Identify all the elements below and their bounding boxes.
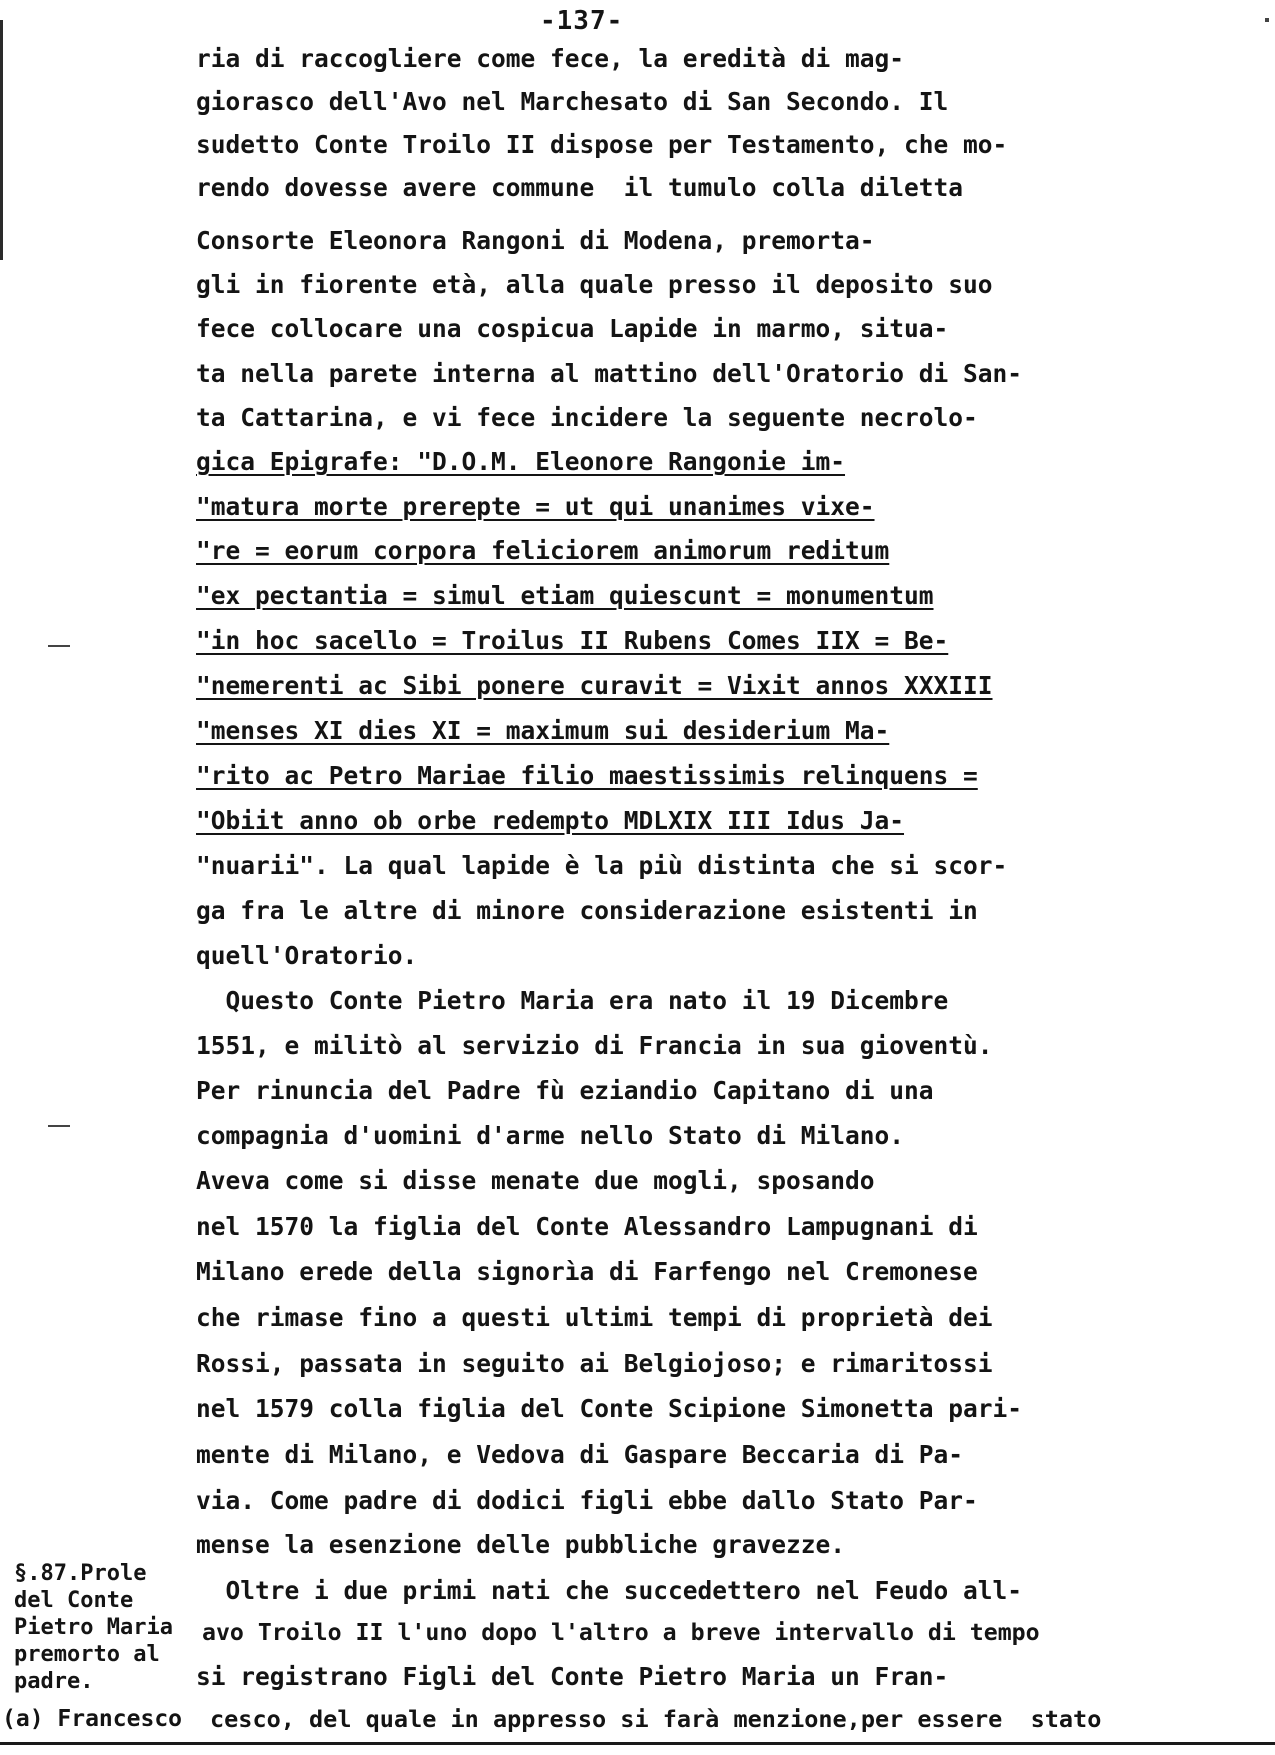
body-line: ta Cattarina, e vi fece incidere la seguente necrolo-: [196, 403, 978, 432]
body-line: nel 1570 la figlia del Conte Alessandro Lampugnani di: [196, 1212, 978, 1241]
body-line: giorasco dell'Avo nel Marchesato di San Secondo. Il: [196, 87, 949, 116]
body-line: 1551, e militò al servizio di Francia in sua gioventù.: [196, 1031, 993, 1060]
scan-mark: [48, 1125, 70, 1127]
body-line: Aveva come si disse menate due mogli, sposando: [196, 1166, 875, 1195]
body-line: rendo dovesse avere commune il tumulo colla diletta: [196, 173, 964, 202]
epigraph-line: gica Epigrafe: "D.O.M. Eleonore Rangonie im-: [196, 447, 846, 476]
body-line: cesco, del quale in appresso si farà menzione,per essere stato: [210, 1705, 1102, 1733]
body-line: sudetto Conte Troilo II dispose per Testamento, che mo-: [196, 130, 1008, 159]
epigraph-line: "rito ac Petro Mariae filio maestissimis relinquens =: [196, 761, 978, 790]
epigraph-line: "nemerenti ac Sibi ponere curavit = Vixit annos XXXIII: [196, 671, 993, 700]
body-line: Consorte Eleonora Rangoni di Modena, premorta-: [196, 226, 875, 255]
margin-note-line: premorto al: [14, 1642, 160, 1667]
bottom-rule: [0, 1742, 1275, 1745]
body-line: compagnia d'uomini d'arme nello Stato di Milano.: [196, 1121, 905, 1150]
body-line: gli in fiorente età, alla quale presso il deposito suo: [196, 270, 993, 299]
scan-speck: [1265, 18, 1269, 22]
body-line: avo Troilo II l'uno dopo l'altro a breve intervallo di tempo: [202, 1619, 1040, 1646]
epigraph-line: "in hoc sacello = Troilus II Rubens Comes IIX = Be-: [196, 626, 949, 655]
margin-note-line: §.87.Prole: [14, 1561, 147, 1586]
body-line: che rimase fino a questi ultimi tempi di proprietà dei: [196, 1303, 993, 1332]
body-line: mente di Milano, e Vedova di Gaspare Beccaria di Pa-: [196, 1440, 964, 1469]
body-line: Oltre i due primi nati che succedettero nel Feudo all-: [196, 1576, 1023, 1605]
margin-note: [14, 1560, 204, 1695]
margin-note-line: del Conte: [14, 1588, 134, 1613]
body-line: Per rinuncia del Padre fù eziandio Capitano di una: [196, 1076, 934, 1105]
body-line: nel 1579 colla figlia del Conte Scipione Simonetta pari-: [196, 1394, 1023, 1423]
body-line: fece collocare una cospicua Lapide in marmo, situa-: [196, 314, 949, 343]
epigraph-line: "Obiit anno ob orbe redempto MDLXIX III Idus Ja-: [196, 806, 905, 835]
body-line: ga fra le altre di minore considerazione esistenti in: [196, 896, 978, 925]
left-margin-rule: [0, 20, 3, 260]
scan-mark: [48, 645, 70, 647]
page-number: -137-: [540, 6, 624, 36]
epigraph-line: "menses XI dies XI = maximum sui desiderium Ma-: [196, 716, 890, 745]
body-line: via. Come padre di dodici figli ebbe dallo Stato Par-: [196, 1486, 978, 1515]
body-line: si registrano Figli del Conte Pietro Maria un Fran-: [196, 1662, 949, 1691]
epigraph-line: "re = eorum corpora feliciorem animorum reditum: [196, 536, 890, 565]
margin-note-line: padre.: [14, 1669, 94, 1694]
body-line: mense la esenzione delle pubbliche gravezze.: [196, 1530, 846, 1559]
epigraph-line: "ex pectantia = simul etiam quiescunt = monumentum: [196, 581, 934, 610]
body-line: Rossi, passata in seguito ai Belgiojoso; e rimaritossi: [196, 1349, 993, 1378]
body-line: Milano erede della signorìa di Farfengo nel Cremonese: [196, 1257, 978, 1286]
body-line: ta nella parete interna al mattino dell'Oratorio di San-: [196, 359, 1023, 388]
body-line: Questo Conte Pietro Maria era nato il 19 Dicembre: [196, 986, 949, 1015]
body-line: "nuarii". La qual lapide è la più distinta che si scor-: [196, 851, 1008, 880]
margin-note-line: Pietro Maria: [14, 1615, 173, 1640]
body-line: quell'Oratorio.: [196, 941, 418, 970]
epigraph-line: "matura morte prerepte = ut qui unanimes vixe-: [196, 492, 875, 521]
footnote: (a) Francesco: [2, 1706, 183, 1732]
body-line: ria di raccogliere come fece, la eredità di mag-: [196, 44, 905, 73]
